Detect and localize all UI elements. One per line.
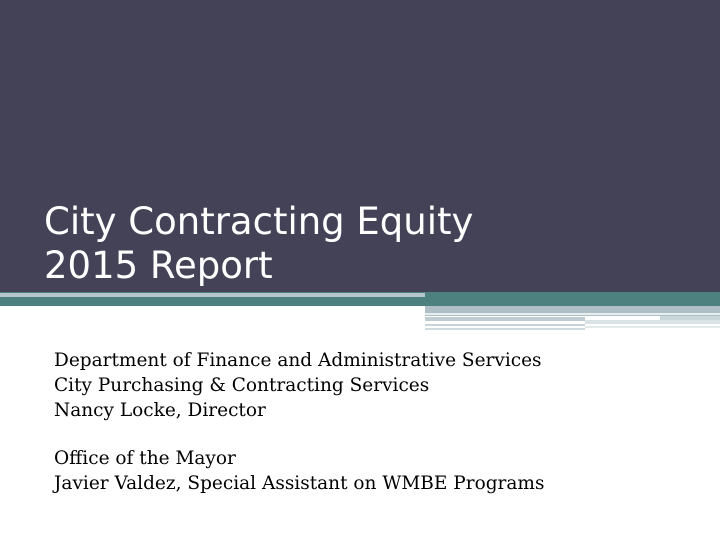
- accent-stripe-gray-5: [425, 328, 585, 330]
- title-line-2: 2015 Report: [44, 244, 273, 287]
- title-line-1: City Contracting Equity: [44, 200, 474, 243]
- accent-stripe-gray-7: [660, 316, 720, 320]
- department-line: Department of Finance and Administrative Services: [54, 350, 542, 371]
- director-line: Nancy Locke, Director: [54, 400, 266, 421]
- accent-stripe-gray-6: [585, 326, 720, 328]
- office-line: Office of the Mayor: [54, 448, 236, 469]
- spacer: [54, 423, 694, 446]
- accent-stripe-gray-3: [585, 320, 720, 324]
- division-line: City Purchasing & Contracting Services: [54, 375, 430, 396]
- subtitle-block: [54, 348, 694, 496]
- accent-stripe-highlight: [0, 293, 425, 297]
- accent-stripe-gray-2: [425, 317, 585, 321]
- accent-stripe-gray-4: [425, 324, 585, 326]
- assistant-line: Javier Valdez, Special Assistant on WMBE Programs: [54, 473, 545, 494]
- accent-stripe-white: [425, 313, 720, 315]
- slide-title: [44, 200, 684, 288]
